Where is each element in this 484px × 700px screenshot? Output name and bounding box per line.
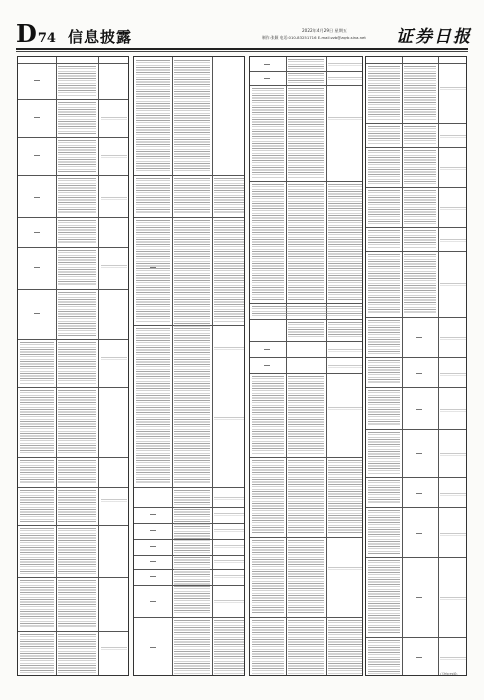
page-number bbox=[16, 19, 56, 50]
disclosure-tables-area bbox=[17, 56, 467, 676]
newspaper-logo: 证券日报 bbox=[396, 27, 472, 47]
section-title: 信息披露 bbox=[68, 28, 133, 46]
masthead bbox=[0, 0, 484, 46]
continued-note: (下转D75版) bbox=[440, 672, 458, 676]
table-block-left bbox=[17, 56, 129, 676]
table-block-center-left bbox=[133, 56, 245, 676]
date-line: 2022年4月29日 星期五 bbox=[302, 28, 348, 33]
editor-contact-line: 制作:张颖 电话:010-83251716 E-mail:zzb@zqrb.sina.net bbox=[262, 35, 366, 40]
page-number-digits: 74 bbox=[37, 31, 56, 46]
header-rule bbox=[16, 48, 468, 50]
header-rule-thin bbox=[16, 51, 468, 52]
table-block-center-right bbox=[249, 56, 363, 676]
table-block-right bbox=[365, 56, 467, 676]
page-letter: D bbox=[16, 19, 37, 48]
